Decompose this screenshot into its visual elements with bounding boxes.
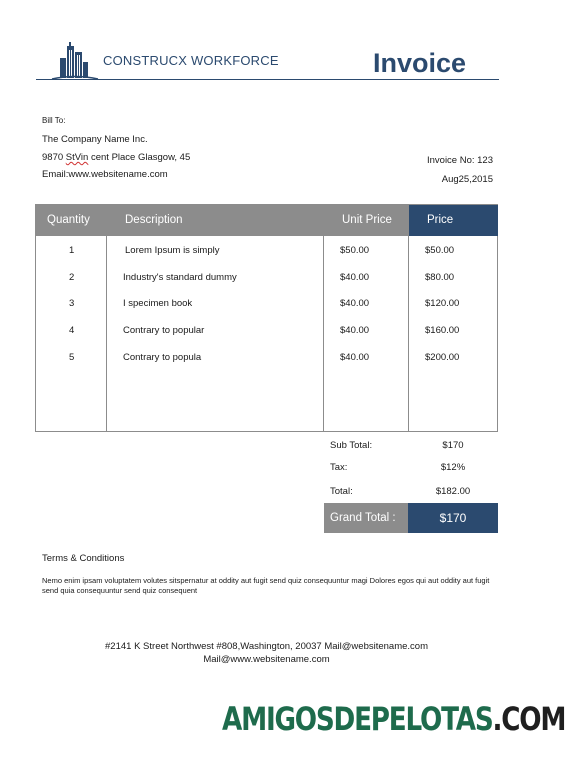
header-quantity: Quantity [47, 214, 90, 226]
grand-total-label: Grand Total : [330, 512, 396, 524]
bill-to-label: Bill To: [42, 116, 66, 125]
site-watermark [222, 700, 565, 738]
row-4-qty: 4 [69, 325, 75, 336]
terms-text: Nemo enim ipsam voluptatem volutes sitspernatur at oddity aut fugit send quiz consequuntur magi Dolores egos qui aut oddity aut fugit send quia consequuntur send quiz consequent [42, 576, 490, 595]
row-3-qty: 3 [69, 298, 75, 309]
table-header-price-band [409, 205, 498, 236]
row-3-unit: $40.00 [340, 298, 370, 309]
column-divider [323, 236, 324, 432]
building-logo-icon [52, 40, 98, 80]
header-price: Price [427, 214, 454, 226]
row-5-price: $200.00 [425, 352, 460, 363]
header-unit-price: Unit Price [342, 214, 392, 226]
bill-to-address [42, 152, 190, 163]
invoice-number: Invoice No: 123 [426, 155, 493, 166]
row-5-unit: $40.00 [340, 352, 370, 363]
column-divider [106, 236, 107, 432]
watermark-name: AMIGOSDEPELOTAS [222, 700, 493, 738]
footer-address: #2141 K Street Northwest #808,Washington, 20037 Mail@websitename.com [105, 641, 428, 652]
bill-to-email: Email:www.websitename.com [42, 169, 168, 180]
row-1-unit: $50.00 [340, 245, 370, 256]
line-items-table [35, 204, 498, 432]
invoice-title: Invoice [373, 48, 467, 78]
row-4-unit: $40.00 [340, 325, 370, 336]
row-5-desc: Contrary to popula [123, 352, 202, 363]
header-description: Description [125, 214, 183, 226]
row-2-unit: $40.00 [340, 272, 370, 283]
column-divider [408, 236, 409, 432]
row-3-desc: I specimen book [123, 298, 193, 309]
bill-to-company: The Company Name Inc. [42, 134, 148, 145]
row-2-qty: 2 [69, 272, 75, 283]
grand-total-value: $170 [439, 511, 467, 525]
header-divider [36, 79, 499, 80]
subtotal-label: Sub Total: [330, 440, 373, 451]
tax-value: $12% [440, 462, 466, 473]
total-value: $182.00 [435, 486, 471, 497]
row-3-price: $120.00 [425, 298, 460, 309]
footer-email: Mail@www.websitename.com [203, 654, 330, 665]
watermark-tld: .COM [492, 700, 565, 738]
row-2-desc: Industry's standard dummy [123, 272, 237, 283]
company-name: CONSTRUCX WORKFORCE [103, 53, 279, 68]
row-1-qty: 1 [69, 245, 75, 256]
address-prefix: 9870 [42, 152, 66, 163]
address-suffix: cent Place Glasgow, 45 [88, 152, 191, 163]
address-misspelled-word: StVin [65, 152, 89, 163]
terms-title: Terms & Conditions [42, 553, 125, 564]
row-5-qty: 5 [69, 352, 75, 363]
row-1-desc: Lorem Ipsum is simply [125, 245, 220, 256]
row-4-price: $160.00 [425, 325, 460, 336]
row-1-price: $50.00 [425, 245, 455, 256]
row-2-price: $80.00 [425, 272, 455, 283]
total-label: Total: [330, 486, 353, 497]
subtotal-value: $170 [442, 440, 464, 451]
row-4-desc: Contrary to popular [123, 325, 205, 336]
tax-label: Tax: [330, 462, 348, 473]
invoice-date: Aug25,2015 [441, 174, 493, 185]
